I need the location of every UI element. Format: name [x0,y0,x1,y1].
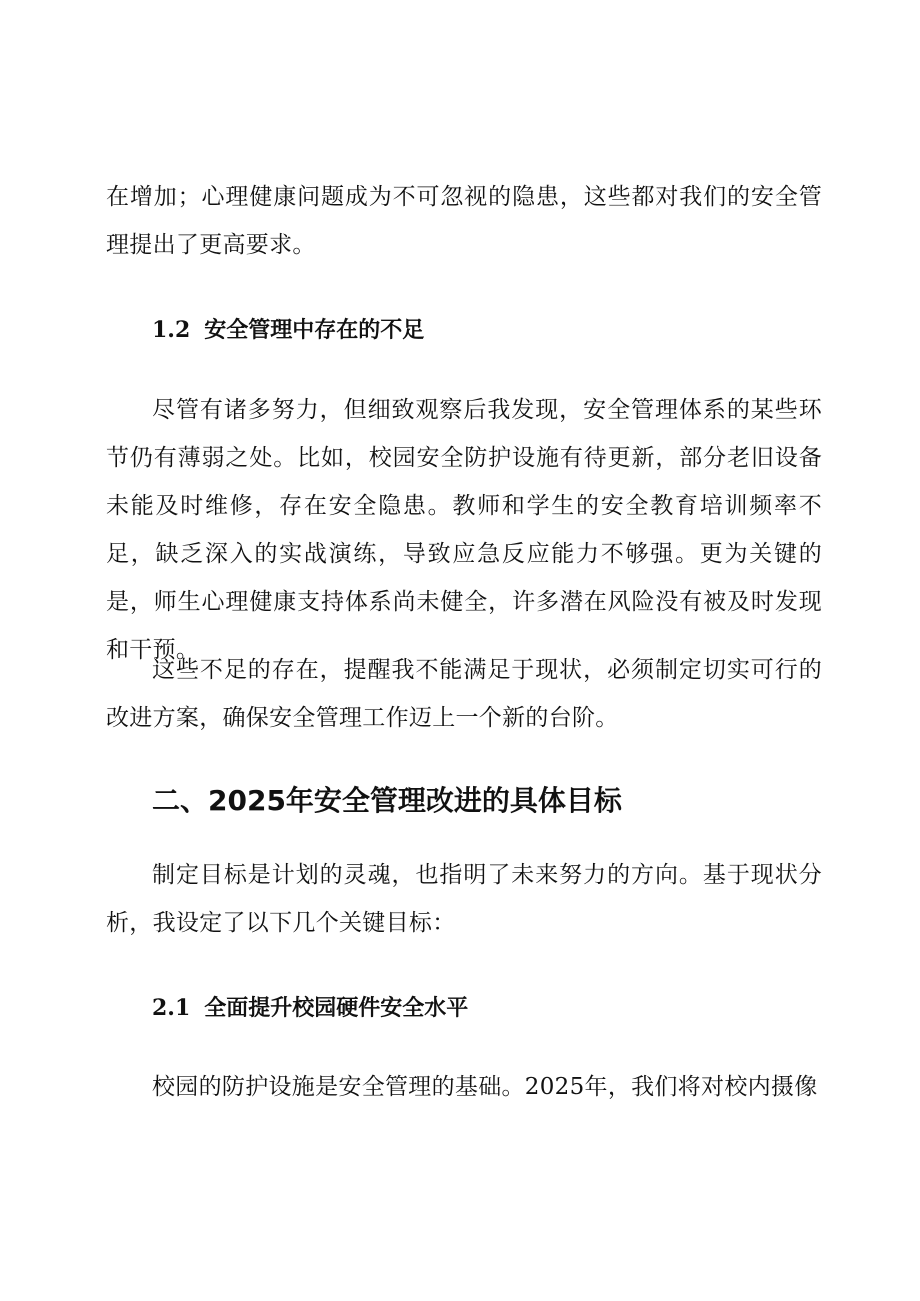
section-number: 2.1 [152,995,191,1021]
body-paragraph: 制定目标是计划的灵魂，也指明了未来努力的方向。基于现状分析，我设定了以下几个关键目标： [106,862,822,936]
section-number: 1.2 [152,317,191,343]
section-heading-1-2 [152,312,752,349]
body-paragraph: 尽管有诸多努力，但细致观察后我发现，安全管理体系的某些环节仍有薄弱之处。比如，校园安全防护设施有待更新，部分老旧设备未能及时维修，存在安全隐患。教师和学生的安全教育培训频率不足，缺乏深入的实战演练，导致应急反应能力不够强。更为关键的是，师生心理健康支持体系尚未健全，许多潜在风险没有被及时发现和干预。 [106,397,822,663]
body-paragraph: 这些不足的存在，提醒我不能满足于现状，必须制定切实可行的改进方案，确保安全管理工作迈上一个新的台阶。 [106,657,822,731]
section-title: 全面提升校园硬件安全水平 [204,996,469,1021]
chapter-heading: 二、2025年安全管理改进的具体目标 [152,784,622,817]
body-paragraph: 在增加；心理健康问题成为不可忽视的隐患，这些都对我们的安全管理提出了更高要求。 [106,184,822,258]
body-paragraph: 校园的防护设施是安全管理的基础。2025年，我们将对校内摄像 [152,1074,818,1100]
section-heading-2-1 [152,990,752,1027]
section-title: 安全管理中存在的不足 [204,318,425,343]
